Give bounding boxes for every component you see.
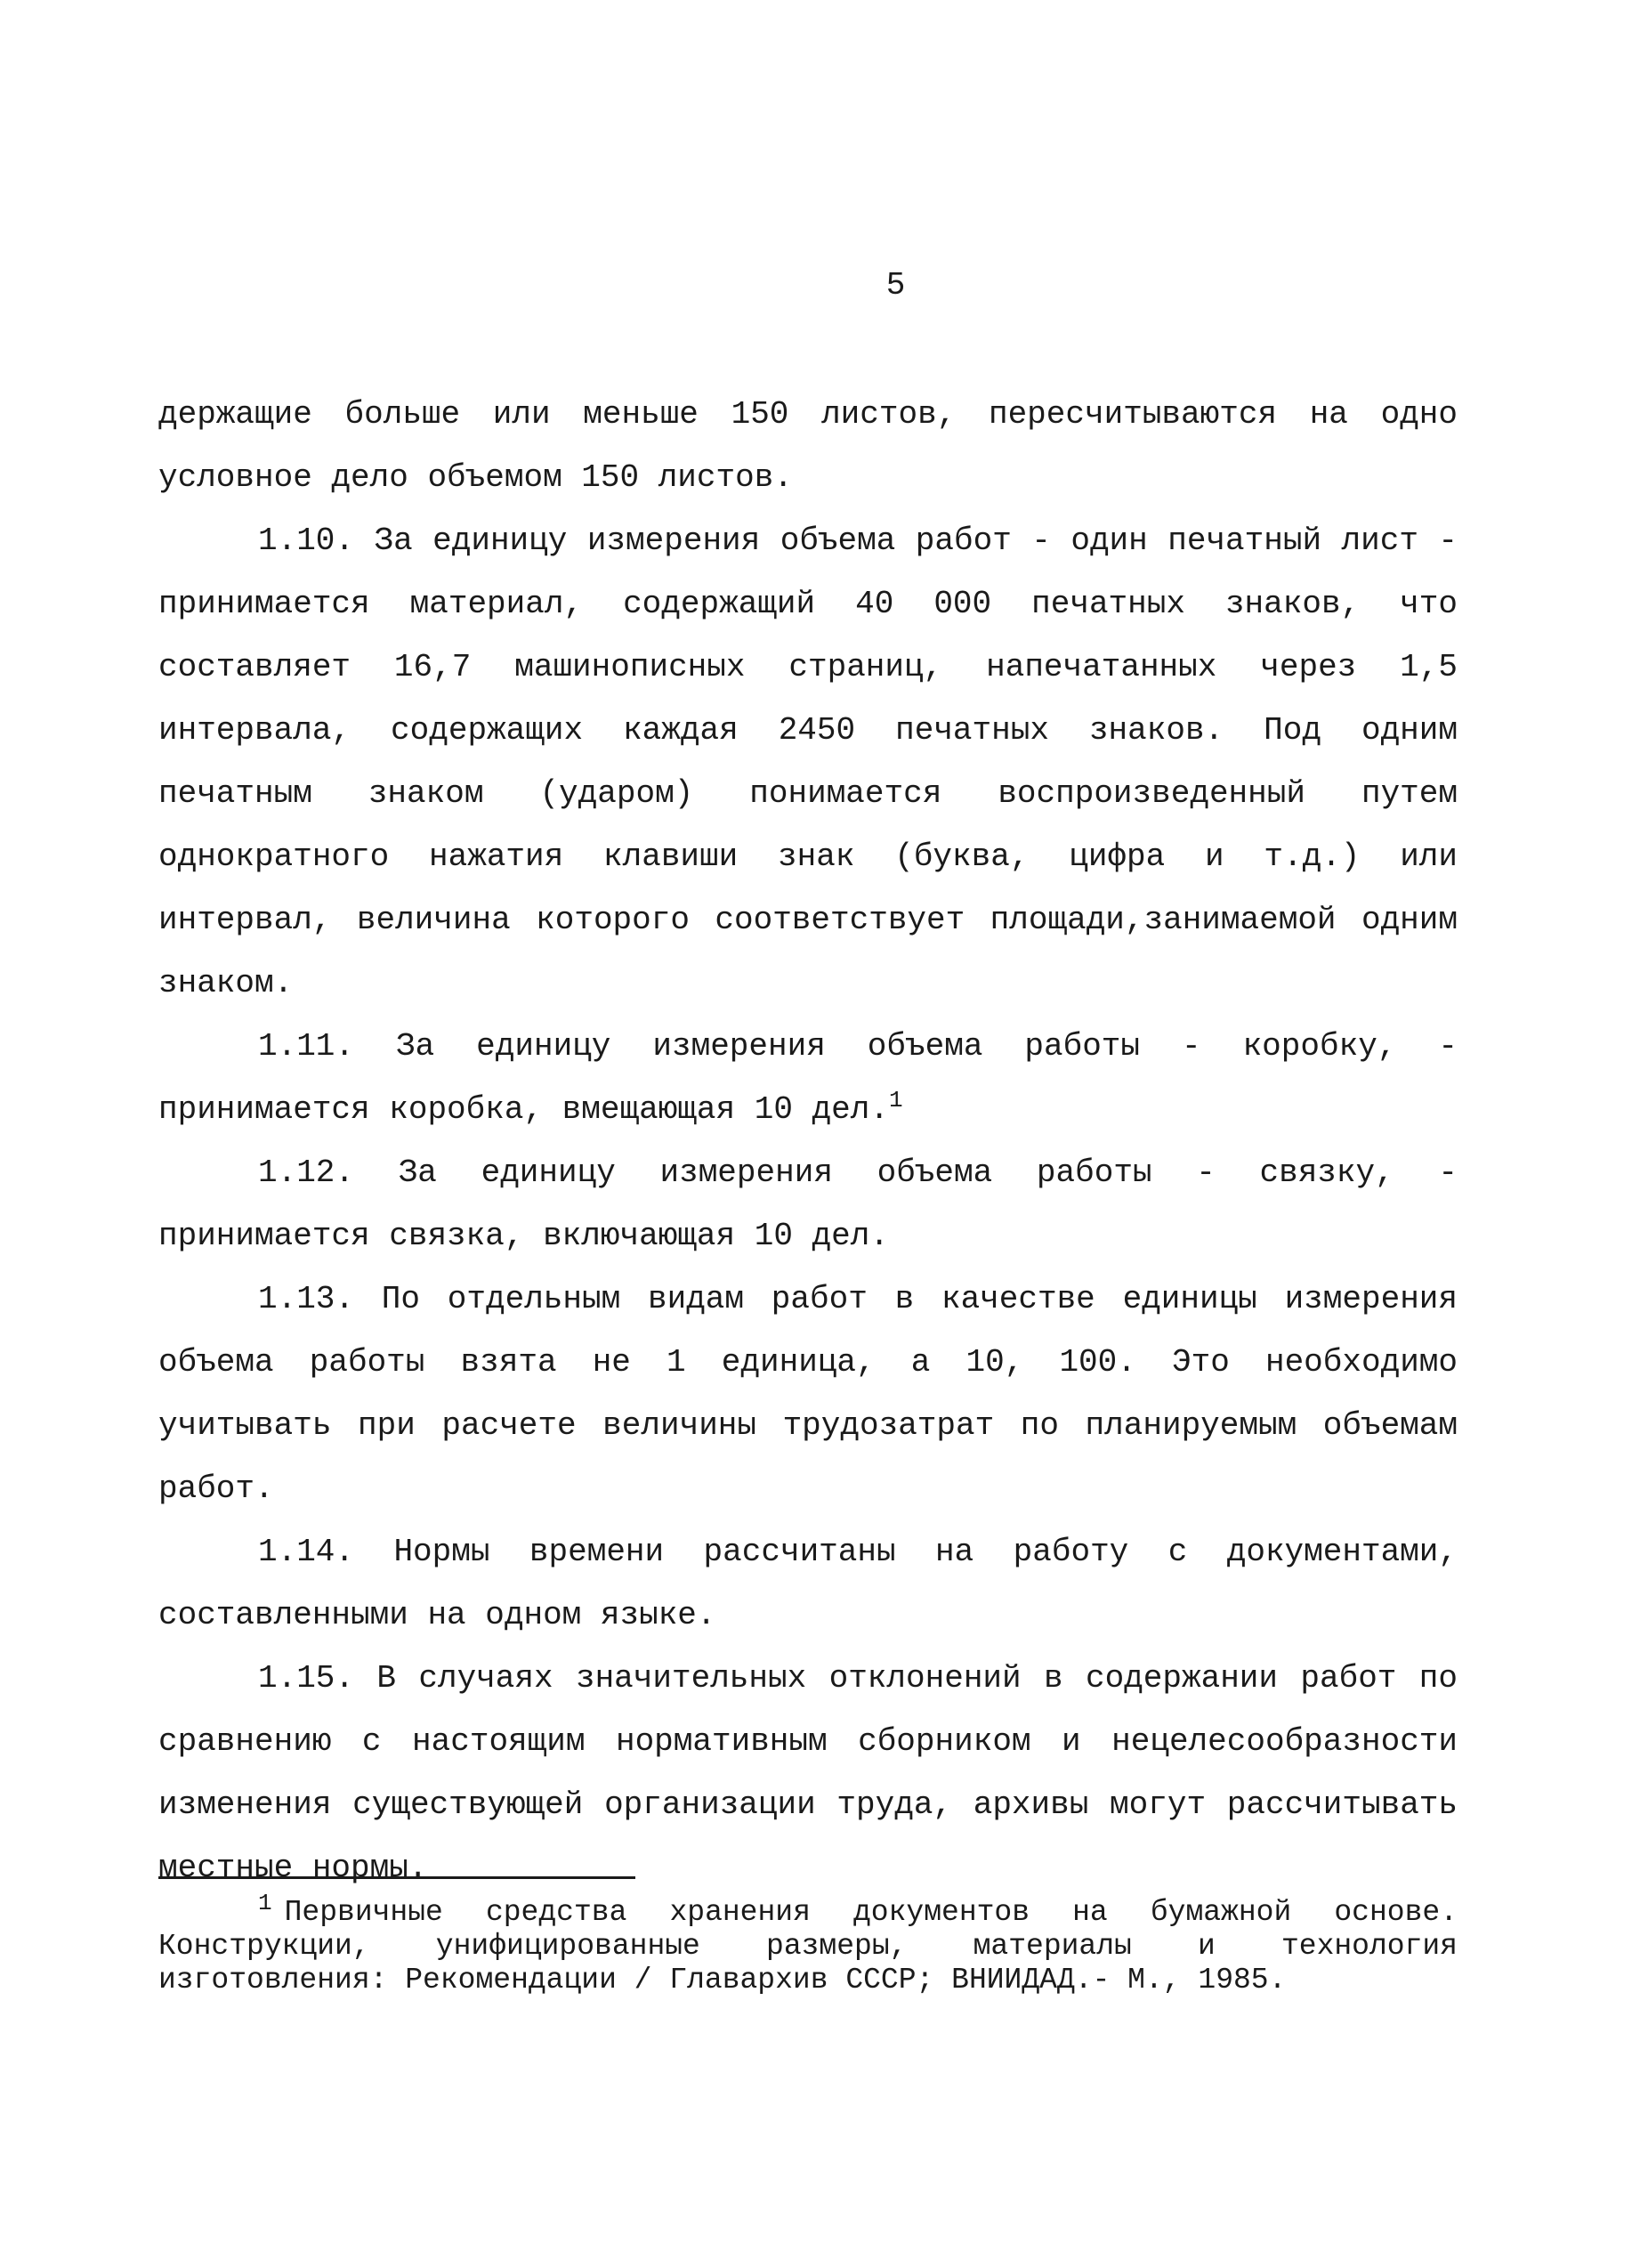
footnote-separator	[158, 1876, 635, 1879]
paragraph-1-13: 1.13. По отдельным видам работ в качестве единицы измерения объема работы взята не 1 единица, а 10, 100. Это необходимо учитывать при расчете величины трудозатрат по планируемым объемам работ.	[158, 1281, 1458, 1507]
footnote-text: Первичные средства хранения документов на бумажной основе. Конструкции, унифицированные размеры, материалы и технология изготовления: Рекомендации / Главархив СССР; ВНИИДАД.- М., 1985.	[158, 1896, 1458, 1997]
footnote-paragraph	[158, 1890, 1458, 1997]
paragraph-1-11-text: 1.11. За единицу измерения объема работы - коробку, - принимается коробка, вмещающая 10 дел.	[158, 1028, 1458, 1128]
paragraph-continuation: держащие больше или меньше 150 листов, пересчитываются на одно условное дело объемом 150 листов.	[158, 396, 1458, 496]
paragraph-1-15: 1.15. В случаях значительных отклонений в содержании работ по сравнению с настоящим нормативным сборником и нецелесообразности изменения существующей организации труда, архивы могут рассчитывать местные нормы.	[158, 1660, 1458, 1886]
paragraph-1-14: 1.14. Нормы времени рассчитаны на работу с документами, составленными на одном языке.	[158, 1534, 1458, 1633]
paragraph-1-10: 1.10. За единицу измерения объема работ - один печатный лист - принимается материал, содержащий 40 000 печатных знаков, что составляет 16,7 машинописных страниц, напечатанных через 1,5 интервала, содержащих каждая 2450 печатных знаков. Под одним печатным знаком (ударом) понимается воспроизведенный путем однократного нажатия клавиши знак (буква, цифра и т.д.) или интервал, величина которого соответствует площади,занимаемой одним знаком.	[158, 522, 1458, 1001]
document-body	[158, 383, 1458, 1899]
footnote-reference: 1	[888, 1087, 903, 1114]
paragraph-1-12: 1.12. За единицу измерения объема работы - связку, - принимается связка, включающая 10 дел.	[158, 1154, 1458, 1254]
footnote-mark: 1	[258, 1890, 272, 1916]
page-number: 5	[885, 267, 906, 304]
paragraph-1-11	[158, 1015, 1458, 1141]
footnote	[158, 1890, 1458, 1997]
